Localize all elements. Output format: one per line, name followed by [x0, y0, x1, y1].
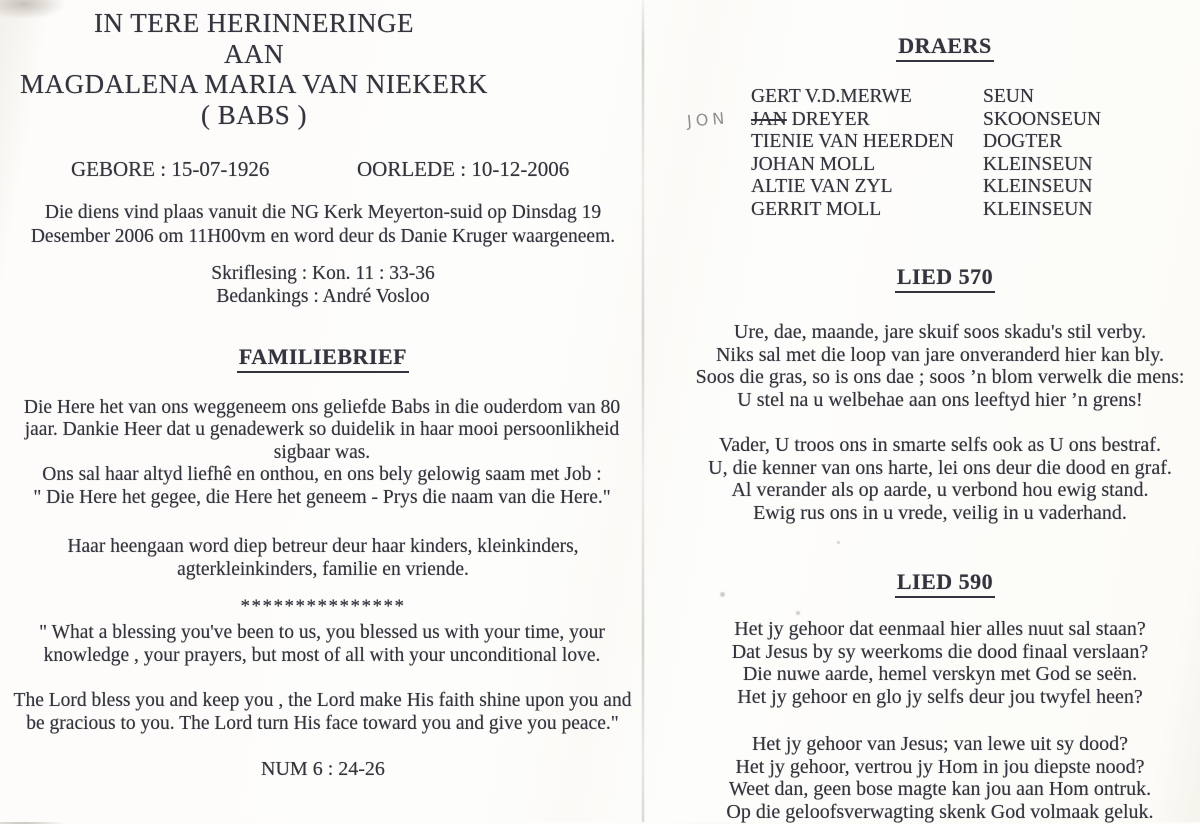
bearer-name: JOHAN MOLL	[751, 153, 876, 175]
service-roles	[8, 262, 638, 308]
family-letter-line: " Die Here het gegee, die Here het geneem - Prys die naam van die Here."	[33, 486, 611, 508]
hymn-line: Vader, U troos ons in smarte selfs ook as U ons bestraf.	[719, 434, 1161, 456]
hymn-line: U, die kenner van ons harte, lei ons deur die dood en graf.	[708, 456, 1172, 479]
lied-590-heading: LIED 590	[645, 569, 1200, 598]
blessing-line: " What a blessing you've been to us, you blessed us with your time, your	[39, 622, 605, 643]
bearer-name: ALTIE VAN ZYL	[751, 176, 893, 197]
deceased-name: MAGDALENA MARIA VAN NIEKERK	[20, 69, 488, 99]
died-date: OORLEDE : 10-12-2006	[357, 157, 570, 181]
thanks-by: Bedankings : André Vosloo	[216, 286, 430, 307]
bearer-role: KLEINSEUN	[983, 153, 1093, 175]
scripture-reading: Skriflesing : Kon. 11 : 33-36	[211, 263, 435, 284]
hymn-line: Het jy gehoor, vertrou jy Hom in jou diepste nood?	[735, 755, 1145, 778]
bearer-row	[645, 154, 1200, 177]
family-letter-line: Ons sal haar altyd liefhê en onthou, en ons bely gelowig saam met Job :	[42, 464, 602, 486]
family-letter-line: sigbaar was.	[273, 441, 371, 463]
service-details-paragraph	[8, 201, 638, 248]
hymn-line: Het jy gehoor dat eenmaal hier alles nuut sal staan?	[734, 618, 1146, 640]
bearer-name	[751, 109, 870, 131]
mourning-paragraph	[8, 535, 638, 581]
bearer-role: KLEINSEUN	[983, 176, 1093, 197]
hymn-line: Weet dan, geen bose magte kan jou aan Hom ontruk.	[728, 778, 1152, 801]
lied-570-heading: LIED 570	[645, 264, 1200, 293]
handwritten-correction: JON	[686, 107, 730, 131]
born-date: GEBORE : 15-07-1926	[71, 157, 270, 181]
lied-590-stanza-2	[645, 733, 1200, 824]
mourning-line: Haar heengaan word diep betreur deur haar kinders, kleinkinders,	[67, 536, 579, 557]
blessing-quote	[4, 622, 640, 667]
title-line: IN TERE HERINNERINGE	[94, 8, 414, 38]
hymn-line: Ure, dae, maande, jare skuif soos skadu's stil verby.	[733, 321, 1147, 343]
service-line: Desember 2006 om 11H00vm en word deur ds Danie Kruger waargeneem.	[30, 225, 616, 247]
hymn-line: Dat Jesus by sy weerkoms die dood finaal verslaan?	[731, 640, 1149, 663]
bearer-name: GERT V.D.MERWE	[751, 86, 912, 107]
hymn-line: Ewig rus ons in u vrede, veilig in u vaderhand.	[753, 502, 1127, 525]
right-page	[645, 0, 1200, 822]
bearer-row	[645, 176, 1200, 199]
bearer-role: SEUN	[983, 86, 1034, 107]
bearer-name: TIENIE VAN HEERDEN	[751, 131, 954, 152]
bearers-list	[645, 86, 1200, 221]
benediction-quote	[0, 690, 645, 736]
memorial-title	[0, 8, 508, 130]
struck-name: JAN	[751, 108, 787, 130]
stars-separator: ***************	[240, 596, 406, 617]
benediction-line: be gracious to you. The Lord turn His face toward you and give you peace."	[26, 712, 619, 734]
scripture-reference: NUM 6 : 24-26	[261, 758, 385, 780]
lied-570-stanza-1	[645, 321, 1200, 412]
bearer-row	[645, 86, 1200, 109]
family-letter-line: jaar. Dankie Heer dat u genadewerk so duidelik in haar mooi persoonlikheid	[24, 419, 620, 441]
hymn-line: Niks sal met die loop van jare onveranderd hier kan bly.	[715, 343, 1164, 366]
family-letter-line: Die Here het van ons weggeneem ons geliefde Babs in die ouderdom van 80	[23, 397, 621, 418]
blessing-line: knowledge , your prayers, but most of all with your unconditional love.	[43, 644, 601, 666]
hymn-line: Die nuwe aarde, hemel verskyn met God se seën.	[742, 663, 1138, 686]
lied-590-stanza-1	[645, 618, 1200, 709]
bearer-row	[645, 199, 1200, 222]
lied-570-stanza-2	[645, 434, 1200, 525]
bearer-role: KLEINSEUN	[983, 198, 1093, 220]
hymn-line: Al verander als op aarde, u verbond hou ewig stand.	[731, 479, 1149, 502]
hymn-line: Het jy gehoor van Jesus; van lewe uit sy dood?	[751, 733, 1129, 755]
nickname: ( BABS )	[200, 99, 307, 130]
hymn-line: Soos die gras, so is ons dae ; soos ’n blom verwelk die mens:	[695, 366, 1185, 389]
bearer-row	[645, 131, 1200, 154]
dates-row	[0, 157, 645, 183]
hymn-line: Op die geloofsverwagting skenk God volmaak geluk.	[726, 801, 1154, 824]
bearer-surname: DREYER	[786, 108, 870, 130]
mourning-line: agterkleinkinders, familie en vriende.	[177, 559, 469, 580]
draers-heading: DRAERS	[645, 33, 1200, 62]
hymn-line: U stel na u welbehae aan ons leeftyd hier ’n grens!	[737, 389, 1143, 412]
familiebrief-heading: FAMILIEBRIEF	[8, 344, 638, 373]
benediction-line: The Lord bless you and keep you , the Lord make His faith shine upon you and	[13, 690, 632, 711]
hymn-line: Het jy gehoor en glo jy selfs deur jou twyfel heen?	[737, 686, 1143, 709]
bearer-role: DOGTER	[983, 131, 1063, 152]
bearer-name: GERRIT MOLL	[751, 198, 882, 220]
service-line: Die diens vind plaas vanuit die NG Kerk Meyerton-suid op Dinsdag 19	[44, 202, 602, 223]
title-line: AAN	[224, 38, 284, 69]
family-letter	[4, 397, 640, 509]
bearer-role: SKOONSEUN	[983, 108, 1102, 130]
bearer-row	[645, 109, 1200, 132]
